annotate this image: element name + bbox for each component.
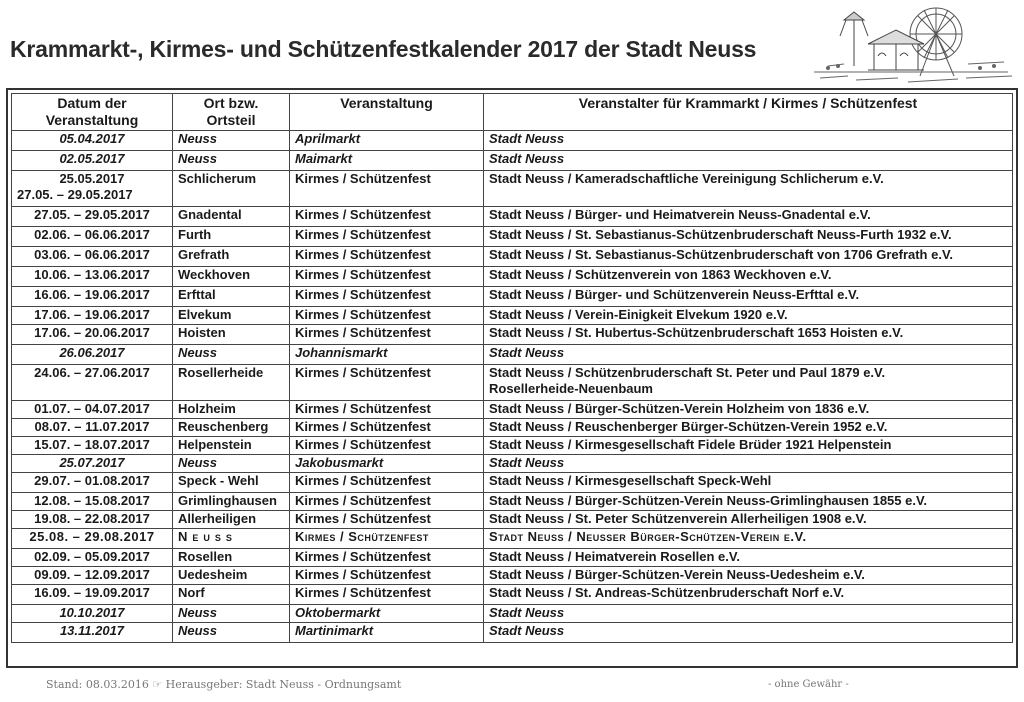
cell-date bbox=[12, 227, 173, 247]
cell-ort: Uedesheim bbox=[173, 567, 290, 585]
table-row bbox=[12, 325, 1013, 345]
cell-ort: Grefrath bbox=[173, 247, 290, 267]
cell-veranstalter bbox=[484, 567, 1013, 585]
header-veranstalter: Veranstalter für Krammarkt / Kirmes / Schützenfest bbox=[484, 94, 1013, 131]
table-row bbox=[12, 171, 1013, 207]
cell-date bbox=[12, 493, 173, 511]
footer-stand: Stand: 08.03.2016 ☞ Herausgeber: Stadt Neuss - Ordnungsamt bbox=[46, 678, 402, 691]
cell-veranstalter bbox=[484, 529, 1013, 549]
table-row bbox=[12, 345, 1013, 365]
table-row bbox=[12, 437, 1013, 455]
date-text: 02.06. – 06.06.2017 bbox=[34, 227, 150, 242]
date-text-secondary: 27.05. – 29.05.2017 bbox=[17, 187, 133, 202]
organizer-text: Stadt Neuss bbox=[489, 623, 565, 638]
cell-veranstaltung: Kirmes / Schützenfest bbox=[290, 207, 484, 227]
date-text: 12.08. – 15.08.2017 bbox=[34, 493, 150, 508]
cell-date bbox=[12, 623, 173, 643]
cell-date bbox=[12, 171, 173, 207]
organizer-text: Stadt Neuss bbox=[489, 131, 565, 146]
organizer-text: Stadt Neuss / St. Andreas-Schützenbruderschaft Norf e.V. bbox=[489, 585, 845, 600]
date-text: 16.09. – 19.09.2017 bbox=[34, 585, 150, 600]
cell-ort: Holzheim bbox=[173, 401, 290, 419]
cell-veranstaltung: Oktobermarkt bbox=[290, 605, 484, 623]
date-text: 25.07.2017 bbox=[59, 455, 125, 470]
cell-veranstaltung: Kirmes / Schützenfest bbox=[290, 419, 484, 437]
organizer-text: Stadt Neuss / Verein-Einigkeit Elvekum 1920 e.V. bbox=[489, 307, 788, 322]
cell-veranstalter bbox=[484, 549, 1013, 567]
cell-ort: Neuss bbox=[173, 623, 290, 643]
cell-veranstalter bbox=[484, 623, 1013, 643]
cell-veranstalter bbox=[484, 267, 1013, 287]
cell-date bbox=[12, 287, 173, 307]
table-row bbox=[12, 623, 1013, 643]
organizer-text: Stadt Neuss / Bürger- und Heimatverein Neuss-Gnadental e.V. bbox=[489, 207, 871, 222]
cell-date bbox=[12, 473, 173, 493]
cell-veranstalter bbox=[484, 419, 1013, 437]
table-row bbox=[12, 307, 1013, 325]
cell-veranstaltung: Kirmes / Schützenfest bbox=[290, 473, 484, 493]
cell-date bbox=[12, 267, 173, 287]
cell-ort: Neuss bbox=[173, 455, 290, 473]
cell-date bbox=[12, 419, 173, 437]
date-text: 08.07. – 11.07.2017 bbox=[34, 419, 150, 434]
fairground-drawing-icon bbox=[808, 6, 1020, 86]
table-row bbox=[12, 455, 1013, 473]
cell-date bbox=[12, 365, 173, 401]
organizer-text: Stadt Neuss / St. Sebastianus-Schützenbruderschaft von 1706 Grefrath e.V. bbox=[489, 247, 954, 262]
organizer-text: Stadt Neuss / Schützenverein von 1863 Weckhoven e.V. bbox=[489, 267, 832, 282]
calendar-table bbox=[11, 93, 1013, 643]
cell-veranstaltung: Kirmes / Schützenfest bbox=[290, 365, 484, 401]
date-text: 17.06. – 19.06.2017 bbox=[34, 307, 150, 322]
cell-veranstalter bbox=[484, 401, 1013, 419]
cell-veranstaltung: Kirmes / Schützenfest bbox=[290, 227, 484, 247]
header-veranstaltung: Veranstaltung bbox=[290, 94, 484, 131]
cell-veranstaltung: Kirmes / Schützenfest bbox=[290, 307, 484, 325]
table-row bbox=[12, 247, 1013, 267]
cell-veranstalter bbox=[484, 365, 1013, 401]
cell-veranstalter bbox=[484, 227, 1013, 247]
organizer-text: Stadt Neuss / Reuschenberger Bürger-Schützen-Verein 1952 e.V. bbox=[489, 419, 888, 434]
date-text: 27.05. – 29.05.2017 bbox=[34, 207, 150, 222]
table-row bbox=[12, 365, 1013, 401]
cell-ort: Reuschenberg bbox=[173, 419, 290, 437]
cell-veranstaltung: Maimarkt bbox=[290, 151, 484, 171]
cell-veranstaltung: Kirmes / Schützenfest bbox=[290, 567, 484, 585]
cell-date bbox=[12, 437, 173, 455]
cell-date bbox=[12, 455, 173, 473]
cell-veranstalter bbox=[484, 131, 1013, 151]
cell-ort: Speck - Wehl bbox=[173, 473, 290, 493]
cell-ort: Schlicherum bbox=[173, 171, 290, 207]
cell-veranstalter bbox=[484, 307, 1013, 325]
cell-veranstaltung: Kirmes / Schützenfest bbox=[290, 401, 484, 419]
organizer-text: Stadt Neuss bbox=[489, 455, 565, 470]
date-text: 25.08. – 29.08.2017 bbox=[29, 529, 155, 544]
cell-veranstaltung: Kirmes / Schützenfest bbox=[290, 287, 484, 307]
table-header-row bbox=[12, 94, 1013, 131]
organizer-text: Stadt Neuss / Schützenbruderschaft St. Peter und Paul 1879 e.V. bbox=[489, 365, 886, 380]
table-row bbox=[12, 567, 1013, 585]
organizer-text: Stadt Neuss / Bürger-Schützen-Verein Holzheim von 1836 e.V. bbox=[489, 401, 870, 416]
cell-date bbox=[12, 605, 173, 623]
cell-veranstalter bbox=[484, 287, 1013, 307]
organizer-text: Stadt Neuss / Neusser Bürger-Schützen-Verein e.V. bbox=[489, 529, 807, 544]
date-text: 09.09. – 12.09.2017 bbox=[34, 567, 150, 582]
cell-ort: Neuss bbox=[173, 345, 290, 365]
organizer-text-secondary: Rosellerheide-Neuenbaum bbox=[489, 381, 653, 396]
header-ort: Ort bzw. Ortsteil bbox=[173, 94, 290, 131]
table-row bbox=[12, 131, 1013, 151]
cell-veranstalter bbox=[484, 151, 1013, 171]
cell-veranstalter bbox=[484, 325, 1013, 345]
cell-date bbox=[12, 511, 173, 529]
cell-veranstaltung: Kirmes / Schützenfest bbox=[290, 511, 484, 529]
cell-veranstalter bbox=[484, 585, 1013, 605]
cell-date bbox=[12, 529, 173, 549]
cell-veranstalter bbox=[484, 247, 1013, 267]
cell-veranstaltung: Kirmes / Schützenfest bbox=[290, 325, 484, 345]
cell-date bbox=[12, 585, 173, 605]
cell-ort: Furth bbox=[173, 227, 290, 247]
cell-ort: Weckhoven bbox=[173, 267, 290, 287]
cell-date bbox=[12, 567, 173, 585]
date-text: 19.08. – 22.08.2017 bbox=[34, 511, 150, 526]
organizer-text: Stadt Neuss bbox=[489, 605, 565, 620]
cell-ort: Hoisten bbox=[173, 325, 290, 345]
cell-ort: Norf bbox=[173, 585, 290, 605]
cell-date bbox=[12, 325, 173, 345]
cell-veranstaltung: Kirmes / Schützenfest bbox=[290, 267, 484, 287]
table-row bbox=[12, 493, 1013, 511]
cell-veranstaltung: Kirmes / Schützenfest bbox=[290, 437, 484, 455]
cell-ort: Neuss bbox=[173, 605, 290, 623]
footer-disclaimer: - ohne Gewähr - bbox=[768, 679, 849, 690]
cell-date bbox=[12, 131, 173, 151]
cell-date bbox=[12, 549, 173, 567]
table-row bbox=[12, 529, 1013, 549]
calendar-frame bbox=[6, 88, 1018, 668]
date-text: 25.05.2017 bbox=[59, 171, 125, 186]
cell-date bbox=[12, 401, 173, 419]
date-text: 10.10.2017 bbox=[59, 605, 125, 620]
cell-veranstalter bbox=[484, 493, 1013, 511]
cell-veranstaltung: Martinimarkt bbox=[290, 623, 484, 643]
date-text: 13.11.2017 bbox=[59, 623, 125, 638]
date-text: 02.09. – 05.09.2017 bbox=[34, 549, 150, 564]
cell-veranstaltung: Kirmes / Schützenfest bbox=[290, 529, 484, 549]
cell-date bbox=[12, 247, 173, 267]
cell-veranstalter bbox=[484, 455, 1013, 473]
organizer-text: Stadt Neuss bbox=[489, 345, 565, 360]
cell-veranstalter bbox=[484, 473, 1013, 493]
table-row bbox=[12, 401, 1013, 419]
cell-veranstaltung: Johannismarkt bbox=[290, 345, 484, 365]
date-text: 17.06. – 20.06.2017 bbox=[34, 325, 150, 340]
date-text: 24.06. – 27.06.2017 bbox=[34, 365, 150, 380]
table-row bbox=[12, 287, 1013, 307]
organizer-text: Stadt Neuss / Bürger- und Schützenverein Neuss-Erfttal e.V. bbox=[489, 287, 860, 302]
cell-veranstalter bbox=[484, 207, 1013, 227]
cell-ort: Elvekum bbox=[173, 307, 290, 325]
cell-veranstaltung: Kirmes / Schützenfest bbox=[290, 549, 484, 567]
cell-veranstaltung: Aprilmarkt bbox=[290, 131, 484, 151]
organizer-text: Stadt Neuss / Kirmesgesellschaft Fidele Brüder 1921 Helpenstein bbox=[489, 437, 892, 452]
date-text: 26.06.2017 bbox=[59, 345, 125, 360]
date-text: 16.06. – 19.06.2017 bbox=[34, 287, 150, 302]
cell-veranstaltung: Kirmes / Schützenfest bbox=[290, 247, 484, 267]
date-text: 29.07. – 01.08.2017 bbox=[34, 473, 150, 488]
organizer-text: Stadt Neuss / Kirmesgesellschaft Speck-Wehl bbox=[489, 473, 772, 488]
table-row bbox=[12, 549, 1013, 567]
header-datum: Datum der Veranstaltung bbox=[12, 94, 173, 131]
date-text: 05.04.2017 bbox=[59, 131, 125, 146]
cell-date bbox=[12, 307, 173, 325]
table-row bbox=[12, 585, 1013, 605]
cell-ort: Grimlinghausen bbox=[173, 493, 290, 511]
table-row bbox=[12, 227, 1013, 247]
cell-veranstalter bbox=[484, 511, 1013, 529]
cell-date bbox=[12, 207, 173, 227]
cell-veranstaltung: Jakobusmarkt bbox=[290, 455, 484, 473]
organizer-text: Stadt Neuss / St. Hubertus-Schützenbruderschaft 1653 Hoisten e.V. bbox=[489, 325, 904, 340]
page-title: Krammarkt-, Kirmes- und Schützenfestkalender 2017 der Stadt Neuss bbox=[10, 36, 757, 62]
cell-ort: Rosellerheide bbox=[173, 365, 290, 401]
date-text: 03.06. – 06.06.2017 bbox=[34, 247, 150, 262]
cell-ort: Gnadental bbox=[173, 207, 290, 227]
cell-date bbox=[12, 345, 173, 365]
table-row bbox=[12, 267, 1013, 287]
organizer-text: Stadt Neuss / Bürger-Schützen-Verein Neuss-Uedesheim e.V. bbox=[489, 567, 865, 582]
cell-date bbox=[12, 151, 173, 171]
cell-ort: Neuss bbox=[173, 131, 290, 151]
date-text: 01.07. – 04.07.2017 bbox=[34, 401, 150, 416]
cell-veranstaltung: Kirmes / Schützenfest bbox=[290, 585, 484, 605]
cell-veranstalter bbox=[484, 437, 1013, 455]
date-text: 02.05.2017 bbox=[59, 151, 125, 166]
date-text: 15.07. – 18.07.2017 bbox=[34, 437, 150, 452]
organizer-text: Stadt Neuss bbox=[489, 151, 565, 166]
table-row bbox=[12, 605, 1013, 623]
cell-ort: Rosellen bbox=[173, 549, 290, 567]
organizer-text: Stadt Neuss / Bürger-Schützen-Verein Neuss-Grimlinghausen 1855 e.V. bbox=[489, 493, 928, 508]
date-text: 10.06. – 13.06.2017 bbox=[34, 267, 150, 282]
organizer-text: Stadt Neuss / Kameradschaftliche Vereinigung Schlicherum e.V. bbox=[489, 171, 884, 186]
cell-veranstalter bbox=[484, 345, 1013, 365]
cell-ort: Helpenstein bbox=[173, 437, 290, 455]
table-row bbox=[12, 511, 1013, 529]
organizer-text: Stadt Neuss / St. Peter Schützenverein Allerheiligen 1908 e.V. bbox=[489, 511, 867, 526]
cell-veranstalter bbox=[484, 171, 1013, 207]
cell-veranstaltung: Kirmes / Schützenfest bbox=[290, 493, 484, 511]
cell-veranstalter bbox=[484, 605, 1013, 623]
table-row bbox=[12, 473, 1013, 493]
cell-ort: Neuss bbox=[173, 151, 290, 171]
cell-ort: Allerheiligen bbox=[173, 511, 290, 529]
cell-veranstaltung: Kirmes / Schützenfest bbox=[290, 171, 484, 207]
organizer-text: Stadt Neuss / Heimatverein Rosellen e.V. bbox=[489, 549, 740, 564]
cell-ort: Erfttal bbox=[173, 287, 290, 307]
organizer-text: Stadt Neuss / St. Sebastianus-Schützenbruderschaft Neuss-Furth 1932 e.V. bbox=[489, 227, 952, 242]
table-row bbox=[12, 151, 1013, 171]
cell-ort: Neuss bbox=[173, 529, 290, 549]
table-row bbox=[12, 207, 1013, 227]
table-row bbox=[12, 419, 1013, 437]
